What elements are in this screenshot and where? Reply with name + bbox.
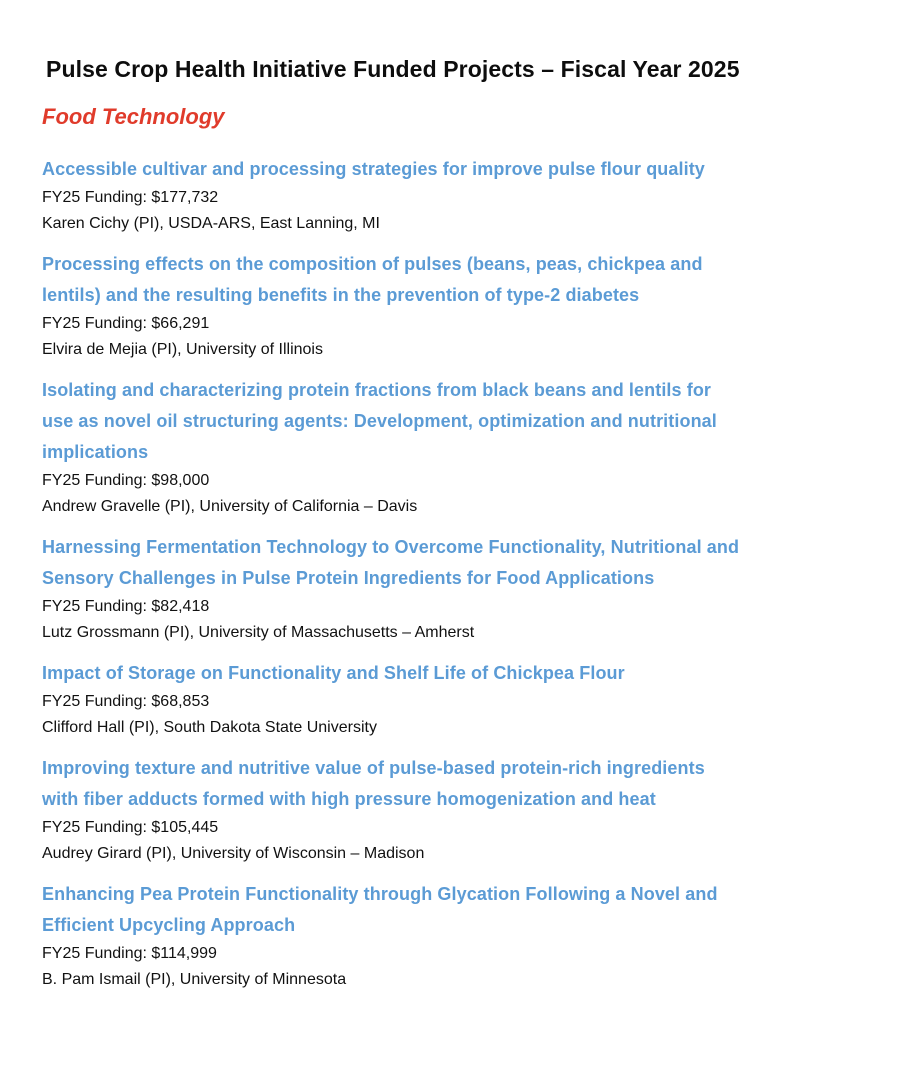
- project-investigator: B. Pam Ismail (PI), University of Minnesota: [42, 971, 347, 988]
- page-title: Pulse Crop Health Initiative Funded Projects – Fiscal Year 2025: [46, 56, 740, 82]
- project-title-line: with fiber adducts formed with high pressure homogenization and heat: [42, 789, 656, 809]
- project-entry: [42, 154, 861, 237]
- project-title-line: use as novel oil structuring agents: Development, optimization and nutritional: [42, 411, 717, 431]
- project-title-line: Efficient Upcycling Approach: [42, 915, 296, 935]
- project-title-line: Improving texture and nutritive value of pulse-based protein-rich ingredients: [42, 758, 705, 778]
- project-title: [42, 375, 861, 468]
- project-entry: [42, 532, 861, 646]
- project-funding: FY25 Funding: $68,853: [42, 693, 210, 710]
- project-title: [42, 532, 861, 594]
- section-heading: Food Technology: [42, 104, 225, 129]
- project-title-line: Isolating and characterizing protein fractions from black beans and lentils for: [42, 380, 712, 400]
- project-title-line: Processing effects on the composition of pulses (beans, peas, chickpea and: [42, 254, 703, 274]
- project-title-line: Sensory Challenges in Pulse Protein Ingredients for Food Applications: [42, 568, 655, 588]
- project-entry: [42, 658, 861, 741]
- project-entry: [42, 879, 861, 993]
- project-title: [42, 249, 861, 311]
- project-investigator: Clifford Hall (PI), South Dakota State University: [42, 719, 377, 736]
- project-title-line: Impact of Storage on Functionality and Shelf Life of Chickpea Flour: [42, 663, 625, 683]
- project-title: [42, 753, 861, 815]
- project-title-line: Enhancing Pea Protein Functionality through Glycation Following a Novel and: [42, 884, 718, 904]
- project-title-line: Accessible cultivar and processing strategies for improve pulse flour quality: [42, 159, 705, 179]
- project-title: [42, 879, 861, 941]
- project-funding: FY25 Funding: $98,000: [42, 472, 210, 489]
- project-investigator: Elvira de Mejia (PI), University of Illinois: [42, 341, 323, 358]
- project-investigator: Audrey Girard (PI), University of Wisconsin – Madison: [42, 845, 425, 862]
- project-entry: [42, 249, 861, 363]
- project-funding: FY25 Funding: $177,732: [42, 189, 219, 206]
- project-investigator: Lutz Grossmann (PI), University of Massachusetts – Amherst: [42, 624, 475, 641]
- project-entry: [42, 753, 861, 867]
- project-funding: FY25 Funding: $114,999: [42, 945, 217, 962]
- project-entry: [42, 375, 861, 520]
- project-title-line: lentils) and the resulting benefits in the prevention of type-2 diabetes: [42, 285, 640, 305]
- project-investigator: Andrew Gravelle (PI), University of California – Davis: [42, 498, 418, 515]
- project-title-line: Harnessing Fermentation Technology to Overcome Functionality, Nutritional and: [42, 537, 740, 557]
- project-investigator: Karen Cichy (PI), USDA-ARS, East Lanning, MI: [42, 215, 380, 232]
- project-title: [42, 658, 861, 689]
- project-title: [42, 154, 861, 185]
- project-funding: FY25 Funding: $82,418: [42, 598, 210, 615]
- project-title-line: implications: [42, 442, 149, 462]
- project-funding: FY25 Funding: $105,445: [42, 819, 219, 836]
- project-funding: FY25 Funding: $66,291: [42, 315, 210, 332]
- project-list: [42, 154, 861, 993]
